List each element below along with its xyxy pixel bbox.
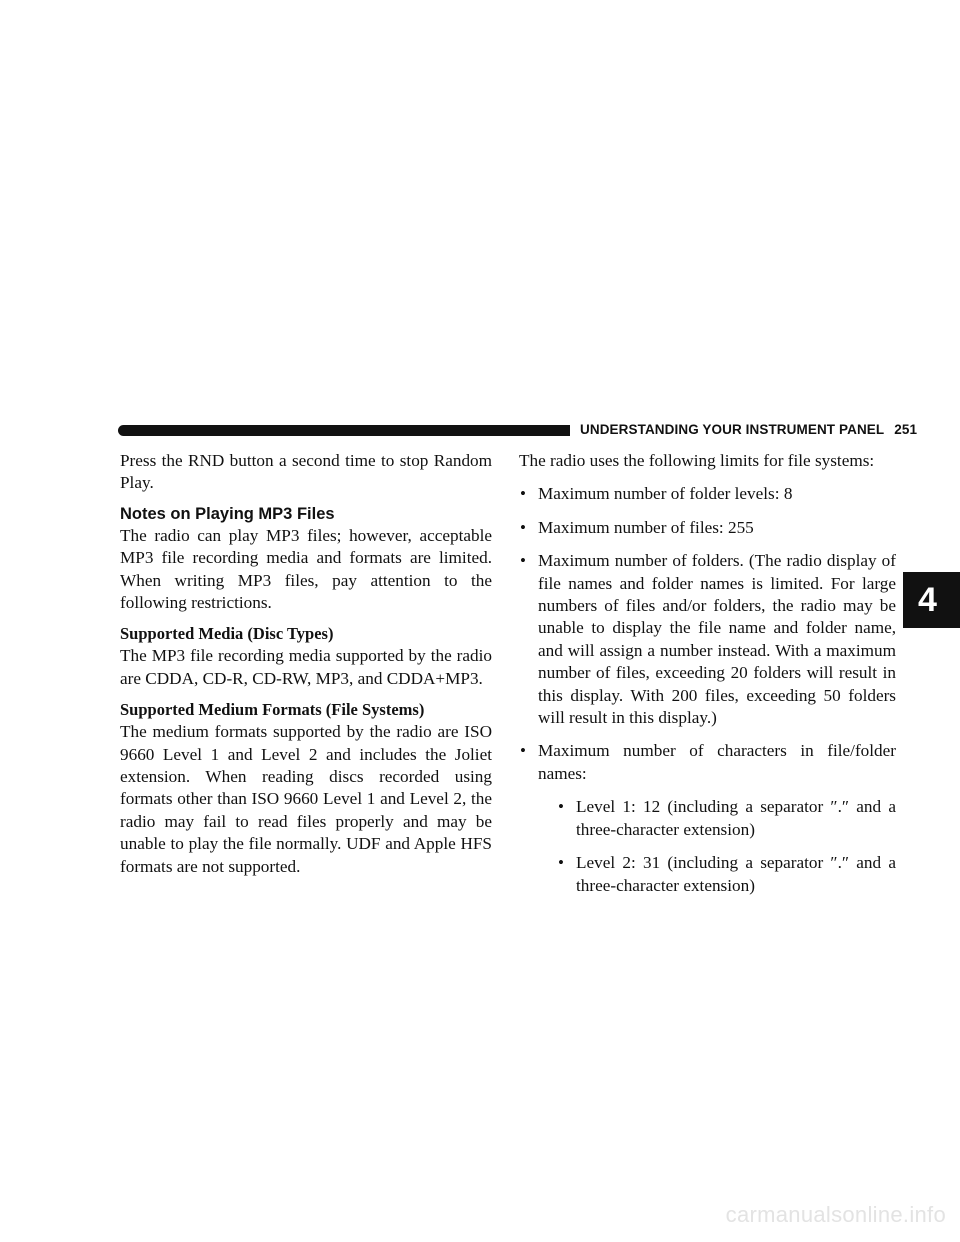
- media-paragraph: The MP3 file recording media supported by the radio are CDDA, CD-R, CD-RW, MP3, and CDDA+MP3.: [120, 646, 492, 688]
- media-heading: Supported Media (Disc Types): [120, 624, 334, 644]
- intro-paragraph: Press the RND button a second time to stop Random Play.: [120, 451, 492, 493]
- sub-list-item: • Level 2: 31 (including a separator ″.″ and a three-character extension): [557, 852, 896, 897]
- formats-paragraph: The medium formats supported by the radio are ISO 9660 Level 1 and Level 2 and includes the Joliet extension. When reading discs recorded using formats other than ISO 9660 Level 1 and Level 2, the radio may fail to read files properly and may be unable to play the file normally. UDF and Apple HFS formats are not supported.: [120, 722, 492, 876]
- sub-list: [557, 796, 896, 897]
- page-number: 251: [894, 422, 918, 437]
- list-item: • Maximum number of files: 255: [519, 517, 896, 539]
- left-column: [120, 450, 492, 878]
- limits-list: [519, 483, 896, 897]
- section-title: UNDERSTANDING YOUR INSTRUMENT PANEL: [580, 422, 885, 437]
- formats-heading: Supported Medium Formats (File Systems): [120, 700, 425, 720]
- right-column: [519, 450, 896, 897]
- chapter-tab: 4: [903, 572, 960, 628]
- list-item: • Maximum number of folders. (The radio display of file names and folder names is limited. For large numbers of files and/or folders, the radio may be unable to display the file name and folder name, and will assign a number instead. With a maximum number of files, exceeding 20 folders will result in this display. With 200 files, exceeding 50 folders will result in this display.): [519, 550, 896, 729]
- limits-intro: The radio uses the following limits for file systems:: [519, 451, 875, 470]
- section-heading: Notes on Playing MP3 Files: [120, 504, 335, 523]
- list-item: • Maximum number of characters in file/folder names: • Level 1: 12 (including a separator ″.″ and a three-character extension) • Level 2: 31 (including a separator ″.″ and a three-character extension): [519, 740, 896, 896]
- header-rule: [118, 425, 570, 436]
- sub-list-item: • Level 1: 12 (including a separator ″.″ and a three-character extension): [557, 796, 896, 841]
- running-header: [580, 422, 917, 437]
- mp3-intro-paragraph: The radio can play MP3 files; however, acceptable MP3 file recording media and formats are limited. When writing MP3 files, pay attention to the following restrictions.: [120, 525, 492, 613]
- list-item: • Maximum number of folder levels: 8: [519, 483, 896, 505]
- watermark-logo: carmanualsonline.info: [725, 1202, 946, 1227]
